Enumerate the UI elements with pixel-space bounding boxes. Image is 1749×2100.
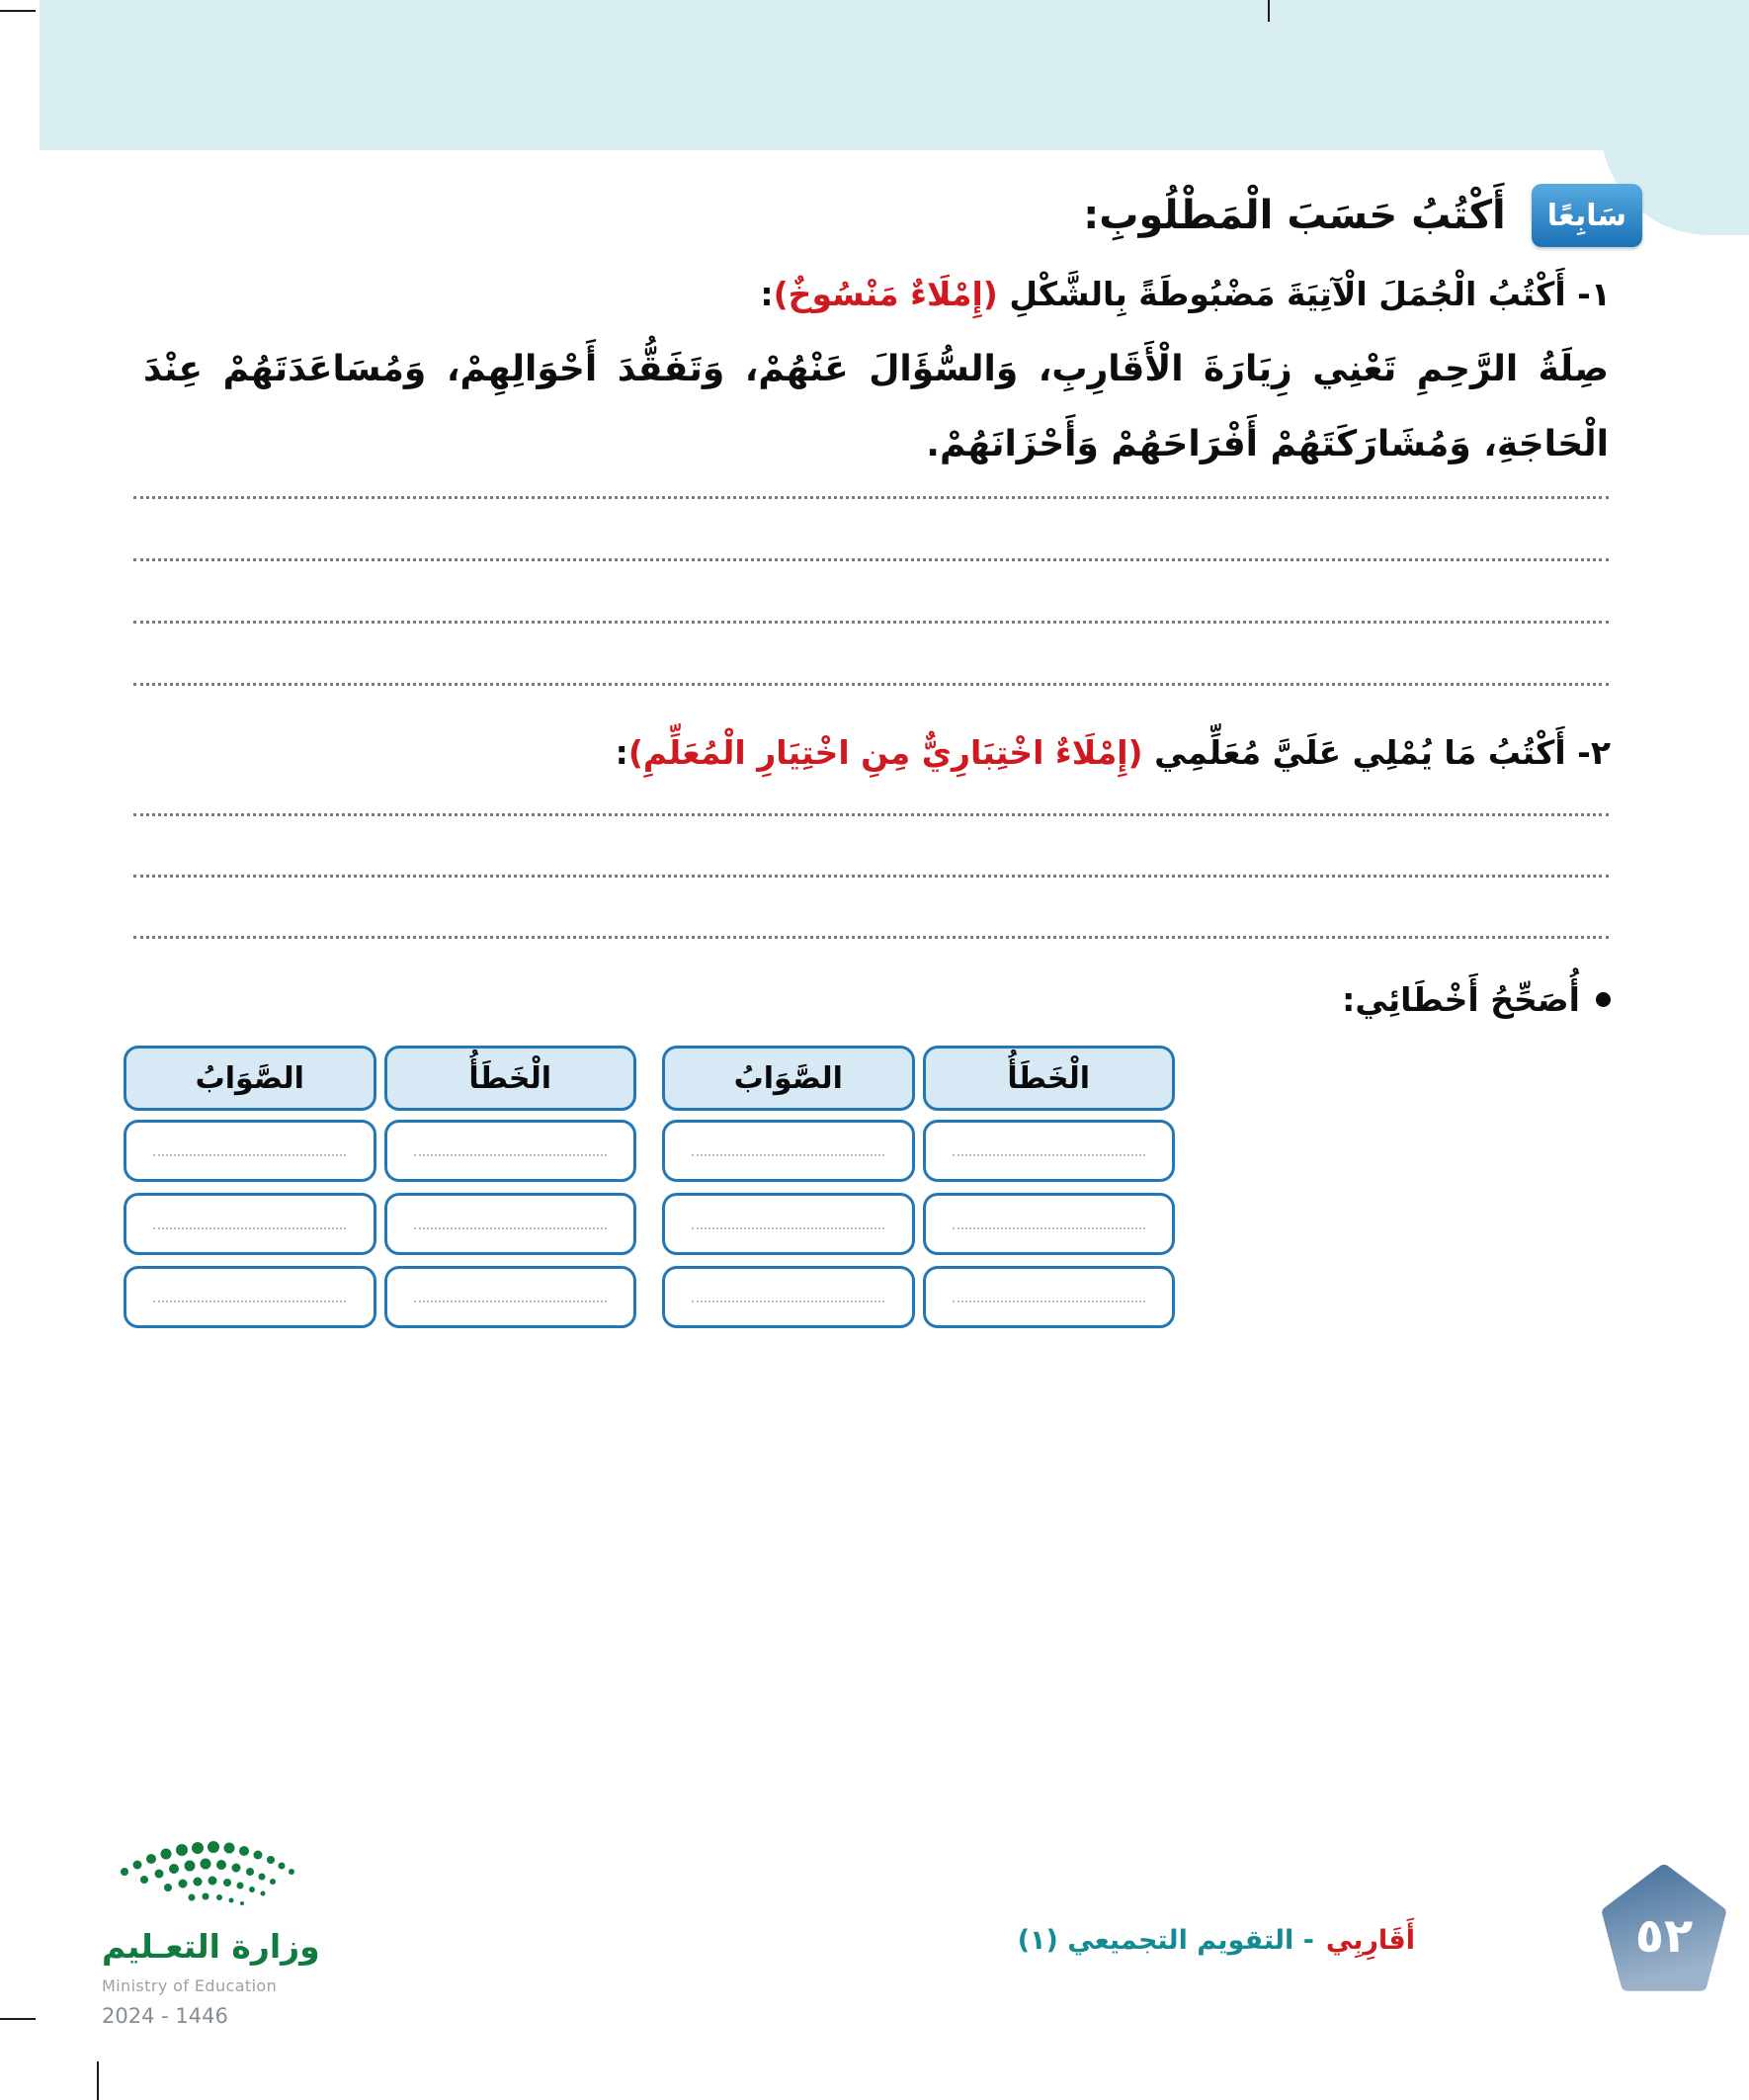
page-number-badge — [1601, 1862, 1727, 1996]
correction-table — [124, 1046, 1175, 1339]
correction-cell[interactable] — [124, 1266, 376, 1328]
correction-cell[interactable] — [923, 1193, 1176, 1255]
correction-cell[interactable] — [124, 1193, 376, 1255]
writing-line[interactable] — [133, 561, 1609, 624]
footer-lesson-title — [1018, 1925, 1415, 1956]
page-title: أَكْتُبُ حَسَبَ الْمَطْلُوبِ: — [1083, 193, 1506, 238]
crop-mark-bottom-left — [0, 2018, 36, 2020]
footer-lesson-name: أَقَارِبِي — [1325, 1925, 1415, 1956]
dictation-passage: صِلَةُ الرَّحِمِ تَعْنِي زِيَارَةَ الْأَقَارِبِ، وَالسُّؤَالَ عَنْهُمْ، وَتَفَقُّدَ أَحْوَالِهِمْ، وَمُسَاعَدَتَهُمْ عِنْدَ الْحَاجَةِ، وَمُشَارَكَتَهُمْ أَفْرَاحَهُمْ وَأَحْزَانَهُمْ. — [143, 349, 1609, 464]
ministry-logo-icon — [111, 1836, 318, 1923]
correction-cell[interactable] — [662, 1193, 915, 1255]
correction-column-correct — [124, 1046, 376, 1339]
edition-years: 2024 - 1446 — [102, 2004, 228, 2028]
dotted-answer-line — [414, 1227, 607, 1229]
column-header-error: الْخَطَأُ — [923, 1046, 1176, 1111]
correction-column-error — [384, 1046, 637, 1339]
ministry-name-en: Ministry of Education — [102, 1976, 278, 1995]
correction-cell[interactable] — [384, 1193, 637, 1255]
exercise1-prompt-text: ١- أَكْتُبُ الْجُمَلَ الْآتِيَةَ مَضْبُوطَةً بِالشَّكْلِ — [1009, 275, 1611, 313]
writing-lines-exercise2 — [133, 755, 1609, 939]
section-badge-label: سَابِعًا — [1546, 198, 1626, 233]
exercise2-prompt-highlight: (إِمْلَاءٌ اخْتِبَارِيٌّ مِنِ اخْتِيَارِ الْمُعَلِّمِ) — [627, 733, 1143, 772]
ministry-wordmark: وزارة التعـليم — [102, 1927, 320, 1966]
exercise2-prompt-colon: : — [615, 733, 628, 772]
correction-cell[interactable] — [662, 1120, 915, 1182]
exercise2-prompt-text: ٢- أَكْتُبُ مَا يُمْلِي عَلَيَّ مُعَلِّمِي — [1154, 733, 1611, 772]
correction-heading-label: أُصَحِّحُ أَخْطَائِي: — [1342, 980, 1580, 1019]
correction-cell[interactable] — [384, 1120, 637, 1182]
crop-mark-top — [1268, 0, 1270, 22]
correction-column-error — [923, 1046, 1176, 1339]
column-header-correct: الصَّوَابُ — [124, 1046, 376, 1111]
exercise1-prompt — [760, 275, 1611, 313]
section-badge — [1532, 184, 1642, 247]
crop-mark-top-left — [0, 10, 36, 12]
correction-cell[interactable] — [124, 1120, 376, 1182]
section-header — [1083, 184, 1642, 247]
dotted-answer-line — [414, 1154, 607, 1156]
column-header-error: الْخَطَأُ — [384, 1046, 637, 1111]
column-header-correct: الصَّوَابُ — [662, 1046, 915, 1111]
dotted-answer-line — [153, 1227, 346, 1229]
writing-line[interactable] — [133, 499, 1609, 561]
correction-cell[interactable] — [923, 1120, 1176, 1182]
dotted-answer-line — [953, 1227, 1145, 1229]
correction-heading — [1342, 980, 1611, 1019]
correction-group-right — [662, 1046, 1175, 1339]
crop-mark-bottom — [97, 2061, 99, 2100]
exercise1-prompt-highlight: (إِمْلَاءٌ مَنْسُوخٌ) — [773, 275, 998, 313]
dotted-answer-line — [692, 1227, 884, 1229]
dotted-answer-line — [153, 1301, 346, 1302]
dotted-answer-line — [953, 1154, 1145, 1156]
writing-line[interactable] — [133, 878, 1609, 939]
writing-line[interactable] — [133, 755, 1609, 816]
dotted-answer-line — [692, 1154, 884, 1156]
exercise1-prompt-colon: : — [760, 275, 774, 313]
dotted-answer-line — [692, 1301, 884, 1302]
dotted-answer-line — [953, 1301, 1145, 1302]
dotted-answer-line — [414, 1301, 607, 1302]
correction-group-left — [124, 1046, 636, 1339]
writing-lines-exercise1 — [133, 437, 1609, 686]
writing-line[interactable] — [133, 437, 1609, 499]
footer-assessment-name: - التقويم التجميعي (١) — [1017, 1925, 1314, 1956]
page-number: ٥٢ — [1634, 1908, 1694, 1964]
correction-cell[interactable] — [384, 1266, 637, 1328]
header-band — [40, 0, 1749, 150]
dotted-answer-line — [153, 1154, 346, 1156]
writing-line[interactable] — [133, 624, 1609, 686]
correction-cell[interactable] — [662, 1266, 915, 1328]
bullet-icon — [1596, 992, 1611, 1007]
writing-line[interactable] — [133, 816, 1609, 878]
correction-column-correct — [662, 1046, 915, 1339]
correction-cell[interactable] — [923, 1266, 1176, 1328]
